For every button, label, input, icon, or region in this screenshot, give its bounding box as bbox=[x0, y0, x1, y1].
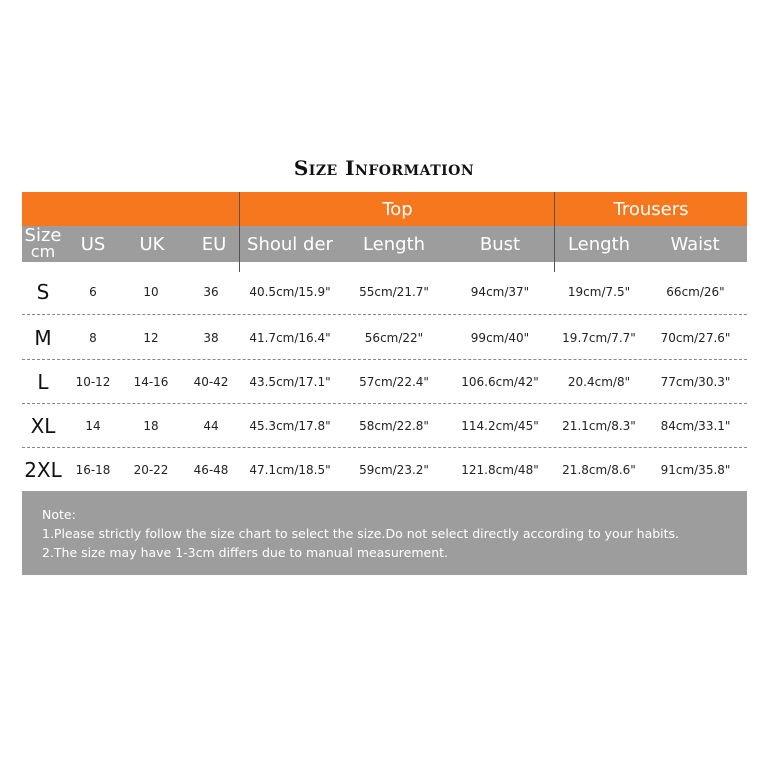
cell-uk: 10 bbox=[143, 285, 159, 299]
column-header-shoulder: Shoul der bbox=[247, 233, 333, 255]
note-heading: Note: bbox=[42, 507, 76, 522]
cell-waist: 66cm/26" bbox=[666, 285, 725, 299]
cell-top-length: 56cm/22" bbox=[364, 331, 424, 345]
column-header-bust: Bust bbox=[479, 233, 521, 255]
cell-uk: 12 bbox=[143, 331, 159, 345]
column-header-size-label: Size bbox=[24, 225, 62, 246]
column-header-size bbox=[22, 226, 64, 262]
cell-uk: 20-22 bbox=[133, 463, 169, 477]
cell-uk: 18 bbox=[143, 419, 159, 433]
column-header-size-unit: cm bbox=[30, 242, 56, 261]
cell-size: M bbox=[34, 326, 52, 350]
column-header-eu: EU bbox=[201, 233, 227, 255]
cell-size: XL bbox=[30, 414, 56, 438]
table-row bbox=[22, 404, 747, 448]
cell-top-length: 58cm/22.8" bbox=[359, 419, 429, 433]
note-line-1: 1.Please strictly follow the size chart to select the size.Do not select directly according to your habits. bbox=[42, 526, 680, 541]
cell-us: 8 bbox=[89, 331, 97, 345]
column-header-top-length: Length bbox=[362, 233, 426, 255]
cell-top-length: 55cm/21.7" bbox=[359, 285, 429, 299]
cell-trousers-length: 20.4cm/8" bbox=[567, 375, 631, 389]
cell-us: 10-12 bbox=[75, 375, 111, 389]
cell-waist: 91cm/35.8" bbox=[660, 463, 731, 477]
cell-top-length: 59cm/23.2" bbox=[359, 463, 429, 477]
row-divider bbox=[22, 314, 747, 315]
cell-uk: 14-16 bbox=[133, 375, 169, 389]
size-chart-table bbox=[22, 192, 747, 482]
cell-shoulder: 41.7cm/16.4" bbox=[249, 331, 331, 345]
cell-us: 16-18 bbox=[75, 463, 111, 477]
cell-size: 2XL bbox=[24, 458, 62, 482]
column-header-us: US bbox=[80, 233, 106, 255]
cell-waist: 70cm/27.6" bbox=[660, 331, 731, 345]
cell-trousers-length: 19.7cm/7.7" bbox=[562, 331, 636, 345]
cell-eu: 40-42 bbox=[193, 375, 229, 389]
cell-bust: 94cm/37" bbox=[470, 285, 530, 299]
cell-bust: 114.2cm/45" bbox=[461, 419, 539, 433]
cell-waist: 77cm/30.3" bbox=[660, 375, 731, 389]
table-row bbox=[22, 316, 747, 360]
note-line-2: 2.The size may have 1-3cm differs due to manual measurement. bbox=[42, 545, 448, 560]
cell-bust: 121.8cm/48" bbox=[461, 463, 539, 477]
cell-us: 14 bbox=[85, 419, 101, 433]
cell-bust: 99cm/40" bbox=[470, 331, 530, 345]
column-header-trousers-length: Length bbox=[567, 233, 631, 255]
cell-shoulder: 47.1cm/18.5" bbox=[249, 463, 331, 477]
cell-shoulder: 40.5cm/15.9" bbox=[249, 285, 331, 299]
cell-eu: 46-48 bbox=[193, 463, 229, 477]
cell-size: L bbox=[37, 370, 49, 394]
cell-bust: 106.6cm/42" bbox=[461, 375, 539, 389]
group-header-trousers: Trousers bbox=[613, 198, 689, 220]
cell-eu: 38 bbox=[203, 331, 219, 345]
column-header-uk: UK bbox=[139, 233, 165, 255]
cell-shoulder: 43.5cm/17.1" bbox=[249, 375, 331, 389]
cell-trousers-length: 21.8cm/8.6" bbox=[562, 463, 636, 477]
chart-title: Size Information bbox=[293, 156, 475, 180]
note-box bbox=[22, 491, 747, 575]
cell-shoulder: 45.3cm/17.8" bbox=[249, 419, 331, 433]
cell-trousers-length: 19cm/7.5" bbox=[567, 285, 631, 299]
table-row bbox=[22, 270, 747, 314]
cell-trousers-length: 21.1cm/8.3" bbox=[562, 419, 636, 433]
group-header-top: Top bbox=[382, 198, 413, 220]
column-header-waist: Waist bbox=[670, 233, 720, 255]
cell-top-length: 57cm/22.4" bbox=[359, 375, 429, 389]
table-row bbox=[22, 360, 747, 404]
cell-eu: 44 bbox=[203, 419, 219, 433]
cell-us: 6 bbox=[89, 285, 97, 299]
cell-eu: 36 bbox=[203, 285, 219, 299]
table-row bbox=[22, 448, 747, 492]
cell-size: S bbox=[36, 280, 50, 304]
cell-waist: 84cm/33.1" bbox=[660, 419, 731, 433]
